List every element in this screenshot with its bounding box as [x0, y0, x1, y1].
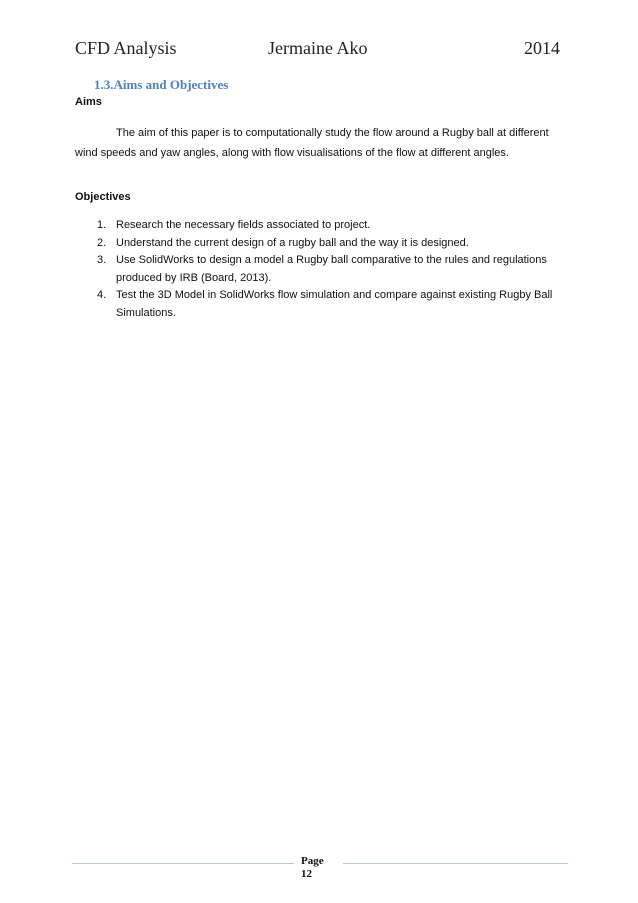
list-item-number: 2.	[97, 236, 107, 249]
list-item-text: Understand the current design of a rugby ball and the way it is designed.	[116, 236, 469, 249]
list-item-text: Use SolidWorks to design a model a Rugby ball comparative to the rules and regulations produced by IRB (Board, 2013).	[116, 254, 547, 284]
list-item-number: 1.	[97, 219, 107, 231]
objectives-list	[75, 217, 567, 322]
page-footer	[72, 855, 568, 885]
page-header	[75, 38, 560, 64]
page-number: 12	[301, 868, 312, 880]
list-item-number: 3.	[97, 254, 107, 266]
list-item-text: Research the necessary fields associated to project.	[116, 219, 371, 231]
list-item	[75, 287, 567, 322]
list-item-text: Test the 3D Model in SolidWorks flow simulation and compare against existing Rugby Ball Simulations.	[116, 289, 553, 319]
list-item	[75, 252, 567, 287]
list-item	[75, 235, 567, 253]
footer-rule-left	[72, 863, 294, 864]
footer-rule-right	[343, 863, 568, 864]
page-word: Page	[301, 855, 324, 867]
objectives-heading: Objectives	[75, 191, 131, 203]
list-item-number: 4.	[97, 289, 107, 301]
page-number-label	[301, 855, 324, 881]
aims-heading: Aims	[75, 96, 102, 108]
aims-paragraph: The aim of this paper is to computationally study the flow around a Rugby ball at different wind speeds and yaw angles, along with flow visualisations of the flow at different angles.	[75, 127, 549, 159]
header-author: Jermaine Ako	[268, 38, 368, 58]
header-year: 2014	[524, 38, 560, 58]
list-item	[75, 217, 567, 235]
section-heading: 1.3.Aims and Objectives	[94, 77, 229, 92]
header-title: CFD Analysis	[75, 38, 177, 58]
